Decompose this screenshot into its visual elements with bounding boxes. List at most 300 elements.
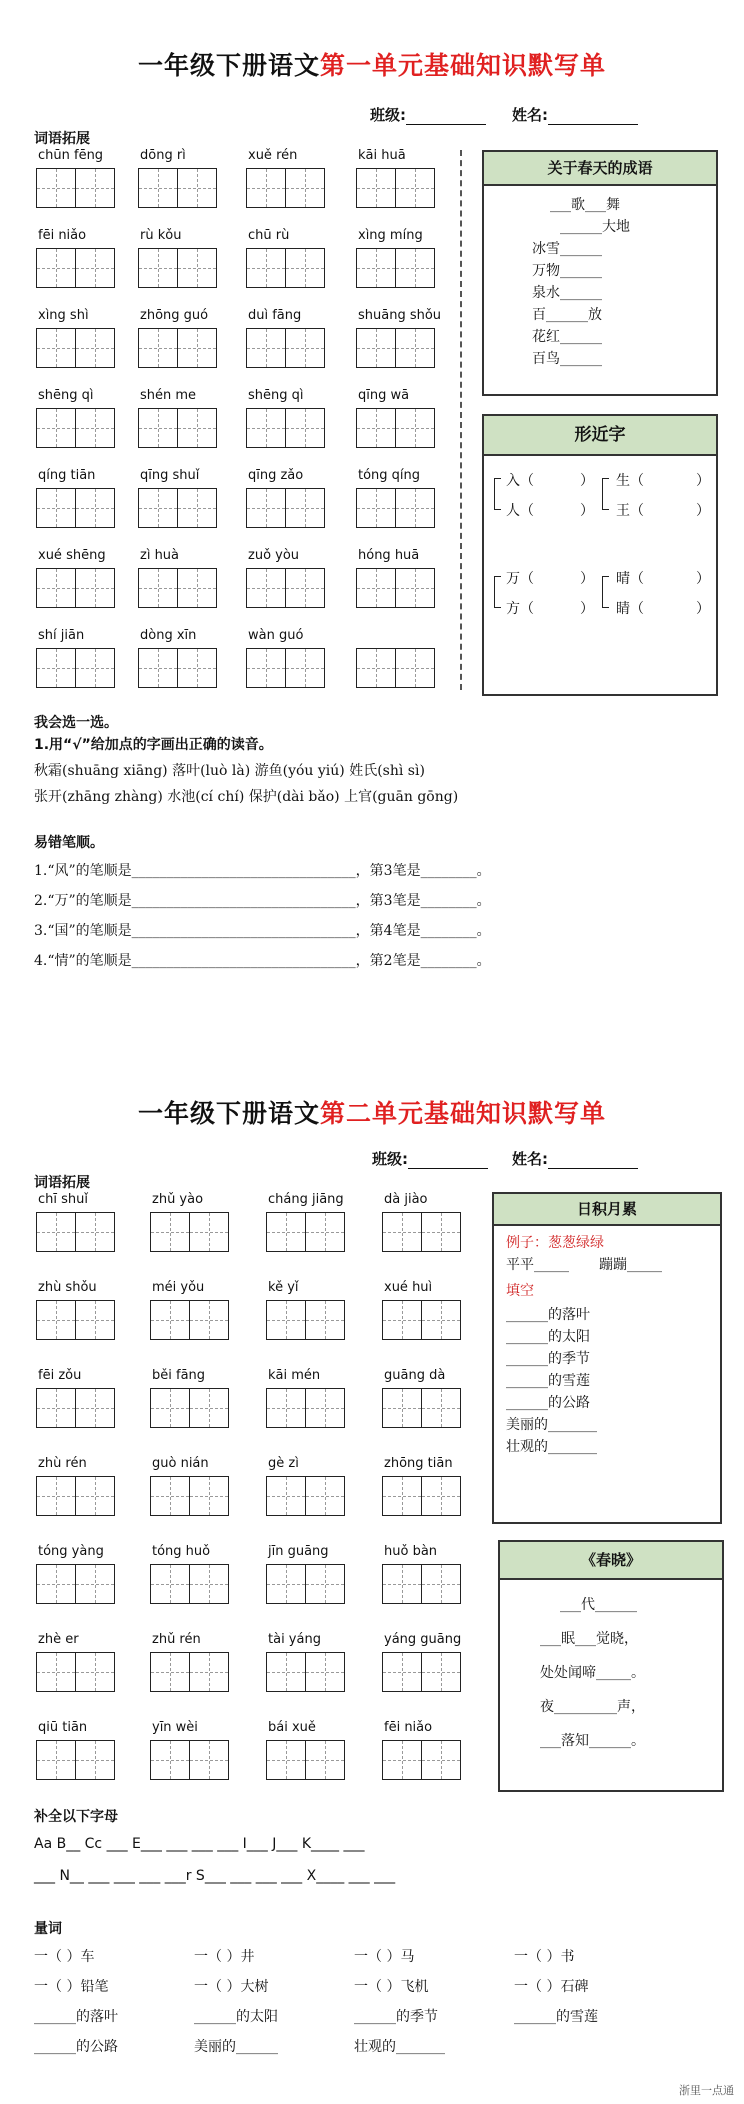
grid-cell [246, 168, 286, 208]
pinyin-label: fēi niǎo [384, 1720, 433, 1735]
idiom-line: 百______放 [532, 307, 602, 323]
pinyin-label: kāi mén [268, 1368, 321, 1383]
grid-cell [285, 328, 325, 368]
pinyin-label: shén me [140, 388, 197, 403]
idiom-line: 万物______ [532, 263, 602, 279]
grid-cell [177, 168, 217, 208]
grid-cell [75, 1388, 115, 1428]
grid-cell [305, 1652, 345, 1692]
similar-chars-title: 形近字 [484, 416, 716, 456]
grid-cell [285, 248, 325, 288]
grid-cell [36, 328, 76, 368]
writing-grid [150, 1300, 228, 1340]
measure-item: ______的季节 [354, 2009, 438, 2025]
grid-cell [138, 488, 178, 528]
writing-grid [138, 648, 216, 688]
pinyin-label: fēi zǒu [38, 1368, 82, 1383]
grid-cell [266, 1564, 306, 1604]
writing-grid [150, 1212, 228, 1252]
writing-grid [138, 248, 216, 288]
grid-cell [189, 1740, 229, 1780]
writing-grid [138, 568, 216, 608]
writing-grid [382, 1212, 460, 1252]
grid-cell [382, 1476, 422, 1516]
grid-cell [266, 1740, 306, 1780]
writing-grid [382, 1388, 460, 1428]
pinyin-label: qíng tiān [38, 468, 96, 483]
grid-cell [421, 1300, 461, 1340]
grid-cell [138, 568, 178, 608]
writing-grid [382, 1652, 460, 1692]
grid-cell [36, 488, 76, 528]
grid-cell [75, 1300, 115, 1340]
grid-cell [395, 168, 435, 208]
char-left: 方（ [506, 601, 534, 617]
paren-close: ） [580, 571, 594, 587]
bracket [494, 478, 501, 510]
grid-cell [177, 488, 217, 528]
pinyin-label: huǒ bàn [384, 1544, 438, 1559]
reduplication-row: 平平_____ 蹦蹦_____ [506, 1257, 662, 1273]
writing-grid [266, 1564, 344, 1604]
pinyin-label: fēi niǎo [38, 228, 87, 243]
writing-grid [36, 1740, 114, 1780]
grid-cell [138, 648, 178, 688]
grid-cell [285, 648, 325, 688]
measure-item: ______的公路 [34, 2039, 118, 2055]
grid-cell [75, 568, 115, 608]
grid-cell [395, 568, 435, 608]
writing-grid [382, 1564, 460, 1604]
measure-item: ______的雪莲 [514, 2009, 598, 2025]
choose-line-1: 秋霜(shuāng xiāng) 落叶(luò là) 游鱼(yóu yiú) 姓氏(shì sì) [34, 763, 425, 779]
writing-grid [150, 1652, 228, 1692]
grid-cell [75, 1740, 115, 1780]
grid-cell [382, 1300, 422, 1340]
grid-cell [305, 1740, 345, 1780]
pinyin-label: qiū tiān [38, 1720, 88, 1735]
pinyin-label: xuě rén [248, 148, 298, 163]
example: 例子：葱葱绿绿 [506, 1235, 604, 1251]
choose-heading: 我会选一选。 [34, 715, 118, 731]
grid-cell [75, 488, 115, 528]
sheet1-idiom-box [482, 150, 718, 396]
idiom-box-title: 关于春天的成语 [484, 152, 716, 186]
grid-cell [246, 248, 286, 288]
writing-grid [266, 1300, 344, 1340]
pinyin-label: kě yǐ [268, 1280, 299, 1295]
grid-cell [189, 1300, 229, 1340]
paren-close: ） [580, 473, 594, 489]
choose-line-2: 张开(zhāng zhàng) 水池(cí chí) 保护(dài bǎo) 上官(guān gōng) [34, 789, 459, 805]
grid-cell [305, 1388, 345, 1428]
pinyin-label: qīng zǎo [248, 468, 304, 483]
idiom-line: 花红______ [532, 329, 602, 345]
writing-grid [138, 168, 216, 208]
pinyin-label: chū rù [248, 228, 290, 243]
poem-line: ___落知______。 [540, 1733, 645, 1749]
pinyin-label: shí jiān [38, 628, 85, 643]
grid-cell [356, 568, 396, 608]
grid-cell [246, 568, 286, 608]
fill-line: ______的季节 [506, 1351, 590, 1367]
writing-grid [356, 168, 434, 208]
grid-cell [36, 568, 76, 608]
pinyin-label: dōng rì [140, 148, 186, 163]
bracket [494, 576, 501, 608]
grid-cell [356, 168, 396, 208]
poem-title: 《春晓》 [500, 1542, 722, 1580]
fill-line: ______的公路 [506, 1395, 590, 1411]
writing-grid [150, 1564, 228, 1604]
pinyin-label: wàn guó [248, 628, 304, 643]
grid-cell [246, 648, 286, 688]
pinyin-label: shuāng shǒu [358, 308, 442, 323]
pinyin-label: rù kǒu [140, 228, 182, 243]
pinyin-label: guò nián [152, 1456, 209, 1471]
grid-cell [382, 1652, 422, 1692]
grid-cell [395, 488, 435, 528]
idiom-line: 泉水______ [532, 285, 602, 301]
poem-line: 处处闻啼_____。 [540, 1665, 645, 1681]
writing-grid [150, 1740, 228, 1780]
grid-cell [36, 1564, 76, 1604]
grid-cell [356, 248, 396, 288]
watermark: 浙里一点通 [679, 2084, 734, 2097]
grid-cell [305, 1476, 345, 1516]
grid-cell [421, 1388, 461, 1428]
writing-grid [36, 568, 114, 608]
pinyin-label: tóng yàng [38, 1544, 104, 1559]
pinyin-label: yīn wèi [152, 1720, 198, 1735]
paren-close: ） [696, 473, 710, 489]
grid-cell [150, 1652, 190, 1692]
grid-cell [150, 1476, 190, 1516]
grid-cell [285, 568, 325, 608]
grid-cell [189, 1476, 229, 1516]
paren-close: ） [696, 503, 710, 519]
measure-heading: 量词 [34, 1921, 62, 1937]
stroke-heading: 易错笔顺。 [34, 835, 104, 851]
grid-cell [177, 248, 217, 288]
measure-item: ______的落叶 [34, 2009, 118, 2025]
fill-label: 填空 [506, 1283, 534, 1299]
grid-cell [421, 1212, 461, 1252]
sheet2-name-field: 姓名: [512, 1148, 638, 1169]
writing-grid [36, 1212, 114, 1252]
grid-cell [382, 1388, 422, 1428]
grid-cell [189, 1212, 229, 1252]
grid-cell [356, 648, 396, 688]
sheet2-poem-box [498, 1540, 724, 1792]
pinyin-label: duì fāng [248, 308, 302, 323]
fill-line: 壮观的_______ [506, 1439, 597, 1455]
grid-cell [75, 408, 115, 448]
grid-cell [150, 1212, 190, 1252]
measure-item: 一（ ）石碑 [514, 1979, 589, 1995]
writing-grid [356, 488, 434, 528]
paren-close: ） [580, 601, 594, 617]
grid-cell [266, 1388, 306, 1428]
pinyin-label: qīng shuǐ [140, 468, 200, 483]
sheet1-class-field: 班级: [370, 104, 486, 125]
fill-line: ______的雪莲 [506, 1373, 590, 1389]
grid-cell [75, 168, 115, 208]
writing-grid [382, 1476, 460, 1516]
writing-grid [246, 648, 324, 688]
char-left: 人（ [506, 503, 534, 519]
grid-cell [246, 408, 286, 448]
grid-cell [36, 168, 76, 208]
grid-cell [36, 1652, 76, 1692]
pinyin-label: méi yǒu [152, 1280, 205, 1295]
idiom-line: ___歌___舞 [550, 197, 620, 213]
pinyin-label: tài yáng [268, 1632, 321, 1647]
poem-line: 夜_________声， [540, 1699, 645, 1715]
writing-grid [138, 328, 216, 368]
idiom-line: 百鸟______ [532, 351, 602, 367]
grid-cell [421, 1564, 461, 1604]
pinyin-label: zhōng tiān [384, 1456, 453, 1471]
writing-grid [36, 168, 114, 208]
grid-cell [395, 408, 435, 448]
pinyin-label: cháng jiāng [268, 1192, 344, 1207]
char-right: 睛（ [616, 601, 644, 617]
grid-cell [246, 328, 286, 368]
grid-cell [305, 1212, 345, 1252]
grid-cell [285, 168, 325, 208]
grid-cell [266, 1652, 306, 1692]
char-left: 入（ [506, 473, 534, 489]
pinyin-label: zhù rén [38, 1456, 87, 1471]
writing-grid [36, 408, 114, 448]
pinyin-label: shēng qì [38, 388, 94, 403]
fill-line: ______的太阳 [506, 1329, 590, 1345]
grid-cell [75, 1564, 115, 1604]
grid-cell [138, 328, 178, 368]
grid-cell [356, 408, 396, 448]
measure-item: 壮观的_______ [354, 2039, 445, 2055]
writing-grid [266, 1476, 344, 1516]
pinyin-label: zhù shǒu [38, 1280, 97, 1295]
writing-grid [356, 248, 434, 288]
char-right: 王（ [616, 503, 644, 519]
writing-grid [246, 328, 324, 368]
measure-item: 一（ ）飞机 [354, 1979, 429, 1995]
pinyin-label: zhǔ rén [152, 1632, 201, 1647]
writing-grid [36, 1388, 114, 1428]
grid-cell [36, 1300, 76, 1340]
grid-cell [36, 248, 76, 288]
grid-cell [150, 1564, 190, 1604]
grid-cell [36, 408, 76, 448]
grid-cell [266, 1476, 306, 1516]
pinyin-label: tóng qíng [358, 468, 421, 483]
grid-cell [189, 1652, 229, 1692]
measure-item: 美丽的______ [194, 2039, 278, 2055]
pinyin-label: yáng guāng [384, 1632, 462, 1647]
divider [460, 150, 462, 690]
grid-cell [138, 168, 178, 208]
grid-cell [266, 1300, 306, 1340]
char-right: 晴（ [616, 571, 644, 587]
writing-grid [36, 488, 114, 528]
grid-cell [75, 1476, 115, 1516]
poem-line: ___代______ [560, 1597, 637, 1613]
pinyin-label: kāi huā [358, 148, 406, 163]
grid-cell [246, 488, 286, 528]
pinyin-label: hóng huā [358, 548, 420, 563]
grid-cell [285, 408, 325, 448]
grid-cell [75, 648, 115, 688]
sheet2-vocab-heading: 词语拓展 [34, 1175, 90, 1191]
idiom-line: 冰雪______ [532, 241, 602, 257]
measure-item: ______的太阳 [194, 2009, 278, 2025]
grid-cell [36, 1740, 76, 1780]
grid-cell [421, 1652, 461, 1692]
pinyin-label: tóng huǒ [152, 1544, 211, 1559]
grid-cell [150, 1388, 190, 1428]
measure-item: 一（ ）车 [34, 1949, 95, 1965]
grid-cell [138, 408, 178, 448]
char-left: 万（ [506, 571, 534, 587]
idiom-line: ______大地 [560, 219, 630, 235]
grid-cell [395, 248, 435, 288]
pinyin-label: dà jiào [384, 1192, 428, 1207]
stroke-line: 3.“国”的笔顺是________________________________，第4笔是________。 [34, 923, 491, 939]
grid-cell [177, 568, 217, 608]
pinyin-label: guāng dà [384, 1368, 446, 1383]
writing-grid [382, 1300, 460, 1340]
grid-cell [150, 1740, 190, 1780]
grid-cell [36, 1476, 76, 1516]
pinyin-label: shēng qì [248, 388, 304, 403]
grid-cell [395, 648, 435, 688]
grid-cell [36, 1212, 76, 1252]
paren-close: ） [696, 571, 710, 587]
char-right: 生（ [616, 473, 644, 489]
grid-cell [382, 1740, 422, 1780]
writing-grid [266, 1388, 344, 1428]
grid-cell [177, 408, 217, 448]
pinyin-label: zhè er [38, 1632, 79, 1647]
writing-grid [266, 1740, 344, 1780]
grid-cell [421, 1740, 461, 1780]
letters-row-2: ___ N__ ___ ___ ___ ___r S___ ___ ___ ___ X____ ___ ___ [34, 1868, 396, 1884]
stroke-line: 4.“情”的笔顺是________________________________，第2笔是________。 [34, 953, 491, 969]
sheet2-accumulate-box [492, 1192, 722, 1524]
letters-heading: 补全以下字母 [34, 1809, 118, 1825]
grid-cell [75, 248, 115, 288]
measure-item: 一（ ）井 [194, 1949, 255, 1965]
sheet2-title: 一年级下册语文第二单元基础知识默写单 [137, 1099, 607, 1128]
letters-row-1: Aa B__ Cc ___ E___ ___ ___ ___ I___ J___ K____ ___ [34, 1836, 365, 1852]
grid-cell [177, 648, 217, 688]
stroke-line: 1.“风”的笔顺是________________________________，第3笔是________。 [34, 863, 491, 879]
poem-line: ___眠___觉晓， [540, 1631, 638, 1647]
grid-cell [189, 1388, 229, 1428]
pinyin-label: qīng wā [358, 388, 410, 403]
writing-grid [356, 328, 434, 368]
writing-grid [356, 648, 434, 688]
writing-grid [36, 328, 114, 368]
pinyin-label: xìng shì [38, 308, 89, 323]
stroke-line: 2.“万”的笔顺是________________________________，第3笔是________。 [34, 893, 491, 909]
grid-cell [36, 648, 76, 688]
pinyin-label: zhǔ yào [152, 1192, 204, 1207]
writing-grid [138, 408, 216, 448]
pinyin-label: gè zì [268, 1456, 299, 1471]
writing-grid [382, 1740, 460, 1780]
pinyin-label: jīn guāng [268, 1544, 329, 1559]
writing-grid [266, 1652, 344, 1692]
pinyin-label: zì huà [140, 548, 180, 563]
accumulate-title: 日积月累 [494, 1194, 720, 1226]
writing-grid [356, 408, 434, 448]
bracket [602, 576, 609, 608]
writing-grid [150, 1476, 228, 1516]
grid-cell [356, 328, 396, 368]
grid-cell [395, 328, 435, 368]
grid-cell [75, 1212, 115, 1252]
pinyin-label: xìng míng [358, 228, 423, 243]
pinyin-label: zhōng guó [140, 308, 209, 323]
pinyin-label: dòng xīn [140, 628, 197, 643]
grid-cell [150, 1300, 190, 1340]
writing-grid [266, 1212, 344, 1252]
writing-grid [150, 1388, 228, 1428]
measure-item: 一（ ）马 [354, 1949, 415, 1965]
grid-cell [305, 1564, 345, 1604]
sheet1-similar-chars-box [482, 414, 718, 696]
sheet1-name-field: 姓名: [512, 104, 638, 125]
paren-close: ） [696, 601, 710, 617]
grid-cell [75, 1652, 115, 1692]
pinyin-label: chūn fēng [38, 148, 104, 163]
grid-cell [421, 1476, 461, 1516]
grid-cell [305, 1300, 345, 1340]
bracket [602, 478, 609, 510]
grid-cell [36, 1388, 76, 1428]
measure-item: 一（ ）铅笔 [34, 1979, 109, 1995]
writing-grid [356, 568, 434, 608]
writing-grid [36, 648, 114, 688]
sheet1-title: 一年级下册语文第一单元基础知识默写单 [137, 51, 607, 80]
writing-grid [246, 408, 324, 448]
pinyin-label: běi fāng [152, 1368, 206, 1383]
writing-grid [246, 168, 324, 208]
pinyin-label: xué shēng [38, 548, 106, 563]
grid-cell [75, 328, 115, 368]
measure-item: 一（ ）书 [514, 1949, 575, 1965]
writing-grid [138, 488, 216, 528]
grid-cell [177, 328, 217, 368]
choose-instruction: 1.用“√”给加点的字画出正确的读音。 [34, 737, 273, 753]
measure-item: 一（ ）大树 [194, 1979, 269, 1995]
pinyin-label: chī shuǐ [38, 1192, 88, 1207]
writing-grid [36, 1300, 114, 1340]
sheet1-vocab-heading: 词语拓展 [34, 131, 90, 147]
writing-grid [246, 568, 324, 608]
paren-close: ） [580, 503, 594, 519]
grid-cell [189, 1564, 229, 1604]
grid-cell [356, 488, 396, 528]
fill-line: 美丽的_______ [506, 1417, 597, 1433]
grid-cell [382, 1564, 422, 1604]
writing-grid [36, 1652, 114, 1692]
fill-line: ______的落叶 [506, 1307, 590, 1323]
pinyin-label: bái xuě [268, 1720, 316, 1735]
